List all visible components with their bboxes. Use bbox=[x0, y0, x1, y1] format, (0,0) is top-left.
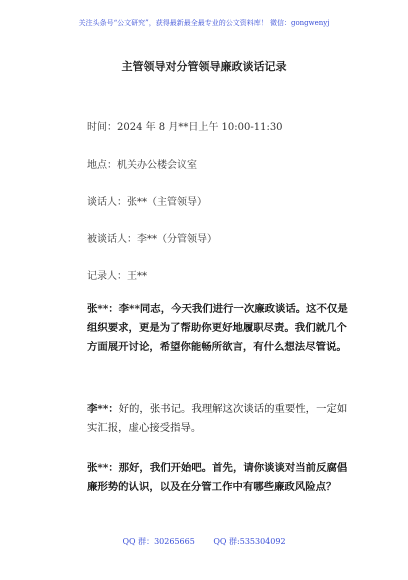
meta-recorder: 记录人：王** bbox=[87, 271, 147, 282]
paragraph-text: 那好，我们开始吧。首先，请你谈谈对当前反腐倡廉形势的认识，以及在分管工作中有哪些廉政风险点？ bbox=[87, 462, 348, 493]
meta-listener: 被谈话人：李**（分管领导） bbox=[87, 234, 217, 245]
footer-contacts bbox=[0, 536, 408, 547]
paragraph-text: 李**同志，今天我们进行一次廉政谈话。这不仅是组织要求，更是为了帮助你更好地履职尽责。我们就几个方面展开讨论，希望你能畅所欲言，有什么想法尽管说。 bbox=[87, 303, 348, 353]
meta-place: 地点：机关办公楼会议室 bbox=[87, 160, 197, 171]
dialogue-paragraph-1 bbox=[87, 300, 349, 357]
paragraph-text: 好的，张书记。我理解这次谈话的重要性，一定如实汇报，虚心接受指导。 bbox=[87, 403, 348, 434]
paragraph-speaker: 李**： bbox=[87, 403, 119, 415]
paragraph-speaker: 张**： bbox=[87, 303, 119, 315]
meta-time: 时间：2024 年 8 月**日上午 10:00-11:30 bbox=[87, 122, 283, 133]
document-title: 主管领导对分管领导廉政谈话记录 bbox=[121, 60, 287, 73]
footer-qq-group-1: QQ 群：30265665 bbox=[122, 537, 195, 546]
dialogue-paragraph-3 bbox=[87, 459, 349, 497]
header-notice: 关注头条号“公文研究”，获得最新最全最专业的公文资料库！ 微信：gongwenyj bbox=[78, 19, 330, 27]
dialogue-paragraph-2 bbox=[87, 400, 349, 438]
paragraph-speaker: 张**： bbox=[87, 462, 119, 474]
meta-speaker: 谈话人：张**（主管领导） bbox=[87, 197, 207, 208]
footer-qq-group-2: QQ 群:535304092 bbox=[213, 537, 286, 546]
